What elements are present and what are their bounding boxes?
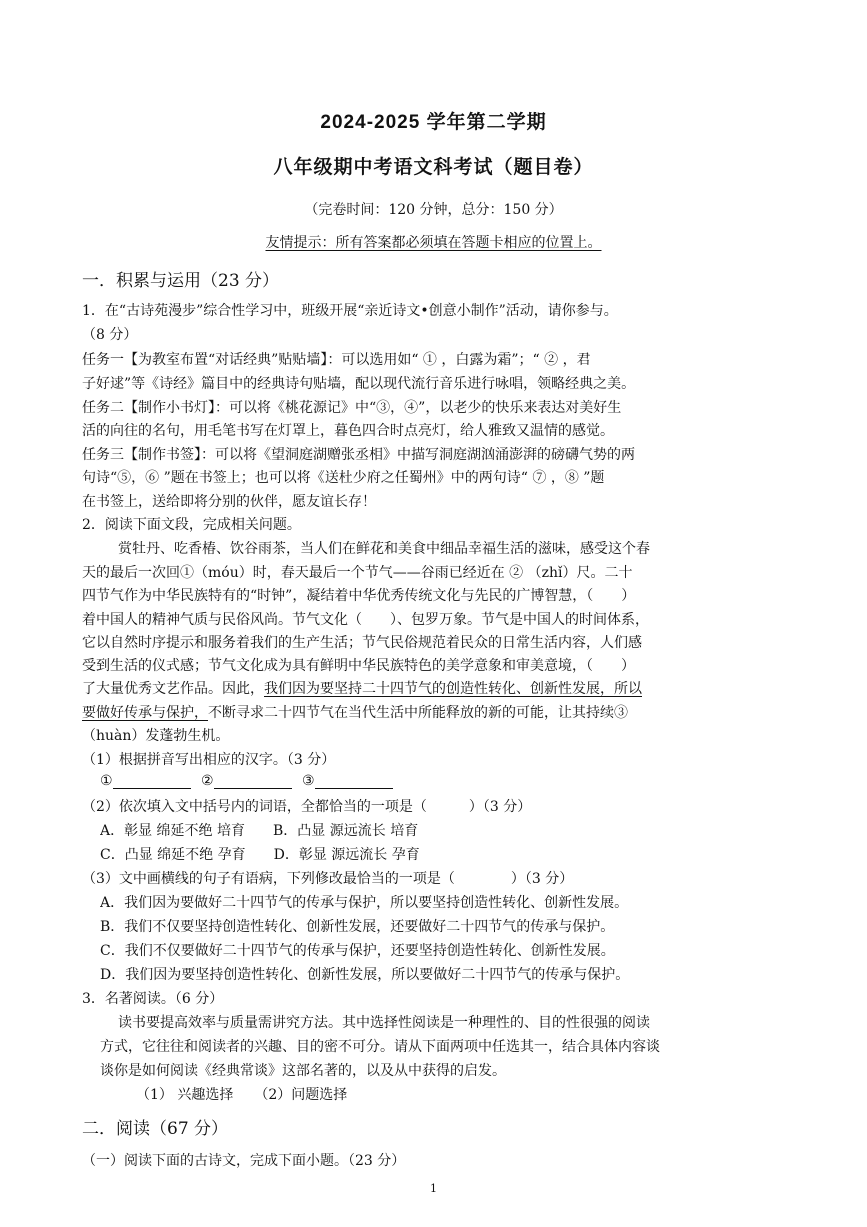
exam-meta: （完卷时间：120 分钟，总分：150 分） (304, 202, 563, 218)
blank-label: ① (100, 773, 113, 789)
q1-line: 任务三【制作书签】：可以将《望洞庭湖赠张丞相》中描写洞庭湖汹涌澎湃的磅礴气势的两 (82, 447, 635, 463)
answer-blank[interactable] (113, 772, 191, 789)
q2-option: B．我们不仅要坚持创造性转化、创新性发展，还要做好二十四节气的传承与保护。 (100, 919, 615, 935)
part1-instruction: （一）阅读下面的古诗文，完成下面小题。（23 分） (82, 1153, 406, 1169)
q3-passage-line: 谈你是如何阅读《经典常谈》这部名著的，以及从中获得的启发。 (100, 1063, 506, 1079)
q3-line: 3．名著阅读。（6 分） (82, 991, 224, 1007)
section1-heading: 一．积累与运用（23 分） (82, 271, 280, 291)
q2-passage-line: 赏牡丹、吃香椿、饮谷雨茶，当人们在鲜花和美食中细品幸福生活的滋味，感受这个春 (118, 541, 650, 557)
answer-blank[interactable] (214, 772, 292, 789)
q2-passage-line: 受到生活的仪式感；节气文化成为具有鲜明中华民族特色的美学意象和审美意境，（ ） (82, 658, 635, 674)
answer-blank[interactable] (315, 772, 393, 789)
q1-line: 在书签上，送给即将分别的伙伴，愿友谊长存！ (82, 494, 376, 510)
tip-text: 友情提示：所有答案都必须填在答题卡相应的位置上。 (265, 235, 602, 251)
q3-passage-line: 读书要提高效率与质量需讲究方法。其中选择性阅读是一种理性的、目的性很强的阅读 (118, 1015, 650, 1031)
exam-term: 2024-2025 学年第二学期 (320, 112, 547, 133)
q2-options: C．凸显 绵延不绝 孕育 D．彰显 源远流长 孕育 (100, 847, 420, 863)
q2-passage-line (82, 678, 790, 698)
passage-text: 了大量优秀文艺作品。因此， (82, 681, 264, 697)
q1-line: 任务二【制作小书灯】：可以将《桃花源记》中“③，④”，以老少的快乐来表达对美好生 (82, 400, 622, 416)
q2-subquestion: （1）根据拼音写出相应的汉字。（3 分） (82, 752, 336, 768)
page-number: 1 (430, 1182, 437, 1195)
q2-option: A．我们因为要做好二十四节气的传承与保护，所以要坚持创造性转化、创新性发展。 (100, 895, 629, 911)
q2-passage-line: 天的最后一次回①（móu）时，春天最后一个节气——谷雨已经近在 ② （zhǐ）尺。二十 (82, 565, 633, 581)
q3-passage-line: 方式，它往往和阅读者的兴趣、目的密不可分。请从下面两项中任选其一，结合具体内容谈 (100, 1039, 660, 1055)
q1-line: 活的向往的名句，用毛笔书写在灯罩上，暮色四合时点亮灯，给人雅致又温情的感觉。 (82, 423, 614, 439)
q2-passage-line (82, 702, 790, 722)
q1-line: 任务一【为教室布置“对话经典”贴贴墙】：可以选用如“ ① ，白露为霜”；“ ② ，君 (82, 352, 591, 368)
tip-line (0, 232, 867, 252)
blank-label: ③ (302, 773, 315, 789)
exam-title: 八年级期中考语文科考试（题目卷） (273, 157, 594, 178)
q2-passage-line: 它以自然时序提示和服务着我们的生产生活；节气民俗规范着民众的日常生活内容，人们感 (82, 635, 642, 651)
q2-subquestion: （2）依次填入文中括号内的词语，全都恰当的一项是（ ）（3 分） (82, 799, 532, 815)
q2-line: 2．阅读下面文段，完成相关问题。 (82, 517, 301, 533)
blank-label: ② (201, 773, 214, 789)
q1-line: 子好逑”等《诗经》篇目中的经典诗句贴墙，配以现代流行音乐进行咏唱，领略经典之美。 (82, 376, 636, 392)
section2-heading: 二．阅读（67 分） (82, 1119, 229, 1139)
underlined-sentence: 要做好传承与保护， (82, 705, 208, 721)
underlined-sentence: 我们因为要坚持二十四节气的创造性转化、创新性发展，所以 (264, 681, 642, 697)
q2-options: A．彰显 绵延不绝 培育 B．凸显 源远流长 培育 (100, 823, 419, 839)
q2-answer-blanks (100, 772, 808, 789)
q2-passage-line: （huàn）发蓬勃生机。 (82, 728, 230, 744)
q1-line: 1．在“古诗苑漫步”综合性学习中，班级开展“亲近诗文•创意小制作”活动，请你参与。 (82, 303, 618, 319)
q3-options: （1） 兴趣选择 （2）问题选择 (136, 1087, 348, 1103)
q1-line: 句诗“⑤，⑥ ”题在书签上；也可以将《送杜少府之任蜀州》中的两句诗“ ⑦ ，⑧ ”题 (82, 470, 605, 486)
q2-passage-line: 四节气作为中华民族特有的“时钟”，凝结着中华优秀传统文化与先民的广博智慧，（ ） (82, 588, 636, 604)
q2-option: C．我们不仅要做好二十四节气的传承与保护，还要坚持创造性转化、创新性发展。 (100, 943, 615, 959)
passage-text: 不断寻求二十四节气在当代生活中所能释放的新的可能，让其持续③ (208, 705, 628, 721)
q2-subquestion: （3）文中画横线的句子有语病，下列修改最恰当的一项是（ ）（3 分） (82, 871, 574, 887)
q1-line: （8 分） (82, 327, 138, 343)
q2-passage-line: 着中国人的精神气质与民俗风尚。节气文化（ ）、包罗万象。节气是中国人的时间体系， (82, 612, 649, 628)
q2-option: D．我们因为要坚持创造性转化、创新性发展，所以要做好二十四节气的传承与保护。 (100, 967, 630, 983)
